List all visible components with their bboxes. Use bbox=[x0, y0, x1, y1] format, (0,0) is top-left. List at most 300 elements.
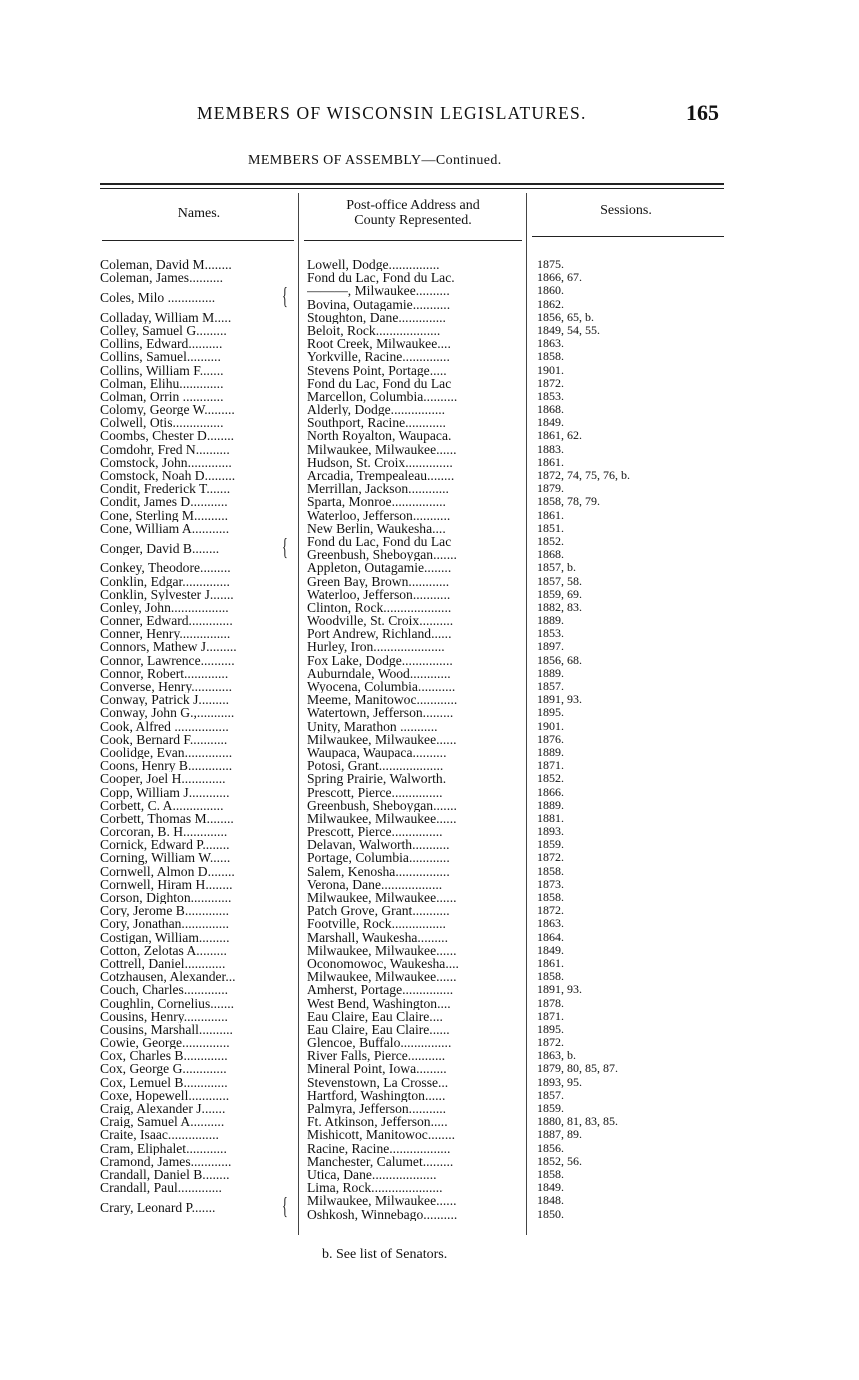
address-line: Woodville, St. Croix.......... bbox=[307, 614, 454, 628]
sessions bbox=[537, 337, 697, 350]
column-header-address bbox=[300, 198, 526, 228]
address-line: Alderly, Dodge................ bbox=[307, 403, 446, 417]
address-line: Auburndale, Wood............ bbox=[307, 666, 451, 681]
member-name: Cooper, Joel H............. bbox=[100, 772, 226, 786]
sessions bbox=[537, 825, 697, 838]
table-row bbox=[100, 1128, 700, 1141]
top-double-rule-2 bbox=[100, 188, 724, 189]
session-line: 1858. bbox=[537, 970, 564, 984]
sessions bbox=[537, 812, 697, 825]
table-row bbox=[100, 1023, 700, 1036]
session-line: 1853. bbox=[537, 627, 564, 641]
session-line: 1880, 81, 83, 85. bbox=[537, 1115, 618, 1129]
session-line: 1859. bbox=[537, 1102, 564, 1116]
session-line: 1852. bbox=[537, 772, 564, 786]
session-line: 1849. bbox=[537, 1181, 564, 1195]
post-office-address bbox=[307, 601, 525, 614]
address-line: Merrillan, Jackson............ bbox=[307, 482, 449, 496]
header-rule-sessions bbox=[532, 236, 724, 237]
post-office-address bbox=[307, 799, 525, 812]
address-line: Salem, Kenosha................ bbox=[307, 864, 450, 878]
post-office-address bbox=[307, 456, 525, 469]
post-office-address bbox=[307, 759, 525, 772]
member-name: Crandall, Paul............. bbox=[100, 1181, 222, 1195]
address-line: Arcadia, Trempealeau........ bbox=[307, 469, 455, 483]
session-line: 1901. bbox=[537, 363, 564, 377]
session-line: 1895. bbox=[537, 706, 564, 720]
member-name: Conger, David B........ bbox=[100, 541, 220, 556]
post-office-address bbox=[307, 390, 525, 403]
member-name: Cook, Bernard F........... bbox=[100, 732, 228, 746]
address-line: Milwaukee, Milwaukee...... bbox=[307, 811, 457, 826]
sessions bbox=[537, 720, 697, 733]
sessions bbox=[537, 838, 697, 851]
session-line: 1872. bbox=[537, 1036, 564, 1050]
address-line: Fond du Lac, Fond du Lac bbox=[307, 534, 452, 549]
member-name: Coons, Henry B............. bbox=[100, 759, 233, 773]
sessions bbox=[537, 1049, 697, 1062]
sessions bbox=[537, 891, 697, 904]
session-line: 1878. bbox=[537, 996, 564, 1010]
session-line: 1861. bbox=[537, 455, 564, 469]
session-line: 1862. bbox=[537, 297, 564, 311]
sessions bbox=[537, 1115, 697, 1128]
member-name: Conner, Edward............. bbox=[100, 614, 233, 628]
sessions bbox=[537, 1155, 697, 1168]
member-name: Cousins, Marshall.......... bbox=[100, 1022, 233, 1037]
member-name: Conway, John G.,........... bbox=[100, 706, 235, 720]
sessions bbox=[537, 983, 697, 996]
table-row bbox=[100, 416, 700, 429]
post-office-address bbox=[307, 957, 525, 970]
table-row bbox=[100, 1142, 700, 1155]
address-line: Ft. Atkinson, Jefferson..... bbox=[307, 1115, 448, 1129]
session-line: 1856, 68. bbox=[537, 653, 582, 667]
sessions bbox=[537, 917, 697, 930]
column-header-address-line2: County Represented. bbox=[354, 213, 472, 228]
sessions bbox=[537, 482, 697, 495]
member-name: Crandall, Daniel B........ bbox=[100, 1167, 230, 1182]
sessions bbox=[537, 654, 697, 667]
sessions bbox=[537, 957, 697, 970]
member-name: Copp, William J............ bbox=[100, 785, 230, 799]
address-line: Marcellon, Columbia.......... bbox=[307, 389, 458, 404]
post-office-address bbox=[307, 614, 525, 627]
address-line: Waupaca, Waupaca.......... bbox=[307, 745, 447, 760]
session-line: 1849. bbox=[537, 943, 564, 957]
sessions bbox=[537, 350, 697, 363]
sessions bbox=[537, 284, 697, 310]
member-name: Colman, Orrin ............ bbox=[100, 389, 224, 404]
member-name: Craig, Alexander J....... bbox=[100, 1102, 226, 1116]
table-row bbox=[100, 456, 700, 469]
address-line: Fox Lake, Dodge............... bbox=[307, 653, 453, 667]
post-office-address bbox=[307, 917, 525, 930]
session-line: 1881. bbox=[537, 811, 564, 825]
session-line: 1889. bbox=[537, 666, 564, 680]
table-row bbox=[100, 759, 700, 772]
table-row bbox=[100, 469, 700, 482]
table-row bbox=[100, 509, 700, 522]
member-name: Comstock, John............. bbox=[100, 455, 232, 470]
table-row bbox=[100, 1168, 700, 1181]
address-line: Portage, Columbia............ bbox=[307, 851, 450, 865]
table-row bbox=[100, 350, 700, 363]
session-line: 1851. bbox=[537, 521, 564, 535]
sessions bbox=[537, 799, 697, 812]
address-line: Stevens Point, Portage..... bbox=[307, 363, 447, 377]
table-row bbox=[100, 970, 700, 983]
member-name: Colomy, George W......... bbox=[100, 403, 235, 417]
member-name: Cotzhausen, Alexander... bbox=[100, 970, 236, 984]
post-office-address bbox=[307, 891, 525, 904]
header-rule-names bbox=[102, 240, 294, 241]
address-line: Mineral Point, Iowa......... bbox=[307, 1062, 447, 1076]
session-line: 1860. bbox=[537, 284, 564, 298]
address-line: Meeme, Manitowoc............ bbox=[307, 693, 458, 707]
session-line: 1863. bbox=[537, 917, 564, 931]
table-row bbox=[100, 495, 700, 508]
member-name: Crary, Leonard P....... bbox=[100, 1201, 216, 1215]
table-row bbox=[100, 364, 700, 377]
members-table bbox=[100, 258, 700, 1221]
address-line: Milwaukee, Milwaukee...... bbox=[307, 943, 457, 957]
table-row bbox=[100, 746, 700, 759]
member-name: Comdohr, Fred N.......... bbox=[100, 442, 230, 456]
member-name: Condit, James D........... bbox=[100, 495, 228, 509]
table-row bbox=[100, 680, 700, 693]
address-line: Lima, Rock..................... bbox=[307, 1181, 443, 1195]
post-office-address bbox=[307, 851, 525, 864]
sessions bbox=[537, 693, 697, 706]
post-office-address bbox=[307, 627, 525, 640]
session-line: 1891, 93. bbox=[537, 983, 582, 997]
session-line: 1871. bbox=[537, 1009, 564, 1023]
session-line: 1852, 56. bbox=[537, 1154, 582, 1168]
post-office-address bbox=[307, 1194, 525, 1220]
member-name: Coughlin, Cornelius....... bbox=[100, 996, 235, 1010]
sessions bbox=[537, 865, 697, 878]
member-name: Cory, Jerome B............. bbox=[100, 904, 230, 918]
post-office-address bbox=[307, 575, 525, 588]
post-office-address bbox=[307, 495, 525, 508]
member-name: Conklin, Edgar.............. bbox=[100, 574, 230, 588]
member-name: Cook, Alfred ................ bbox=[100, 719, 229, 733]
sessions bbox=[537, 390, 697, 403]
table-row bbox=[100, 1076, 700, 1089]
post-office-address bbox=[307, 1036, 525, 1049]
table-row bbox=[100, 878, 700, 891]
table-row bbox=[100, 667, 700, 680]
session-line: 1861. bbox=[537, 508, 564, 522]
member-name: Cornick, Edward P........ bbox=[100, 838, 230, 852]
session-line: 1873. bbox=[537, 877, 564, 891]
table-row bbox=[100, 1036, 700, 1049]
sessions bbox=[537, 429, 697, 442]
post-office-address bbox=[307, 1023, 525, 1036]
post-office-address bbox=[307, 983, 525, 996]
sessions bbox=[537, 324, 697, 337]
session-line: 1872. bbox=[537, 851, 564, 865]
post-office-address bbox=[307, 944, 525, 957]
column-header-sessions: Sessions. bbox=[600, 203, 652, 218]
running-title: MEMBERS OF WISCONSIN LEGISLATURES. bbox=[197, 103, 587, 123]
table-row bbox=[100, 535, 700, 561]
session-line: 1848. bbox=[537, 1194, 564, 1208]
post-office-address bbox=[307, 1115, 525, 1128]
post-office-address bbox=[307, 482, 525, 495]
table-row bbox=[100, 258, 700, 271]
table-row bbox=[100, 917, 700, 930]
brace-icon: { bbox=[282, 534, 288, 561]
post-office-address bbox=[307, 693, 525, 706]
address-line: Patch Grove, Grant........... bbox=[307, 904, 450, 918]
sessions bbox=[537, 627, 697, 640]
session-line: 1857, 58. bbox=[537, 574, 582, 588]
session-line: 1889. bbox=[537, 798, 564, 812]
table-row bbox=[100, 957, 700, 970]
member-name: Coles, Milo .............. bbox=[100, 291, 216, 305]
address-line: Waterloo, Jefferson........... bbox=[307, 508, 451, 522]
session-line: 1872, 74, 75, 76, b. bbox=[537, 469, 630, 483]
post-office-address bbox=[307, 1076, 525, 1089]
sessions bbox=[537, 944, 697, 957]
session-line: 1849. bbox=[537, 416, 564, 430]
post-office-address bbox=[307, 680, 525, 693]
table-row bbox=[100, 1062, 700, 1075]
address-line: Appleton, Outagamie........ bbox=[307, 561, 452, 575]
sessions bbox=[537, 271, 697, 284]
address-line: Oconomowoc, Waukesha.... bbox=[307, 956, 459, 971]
session-line: 1872. bbox=[537, 376, 564, 390]
sessions bbox=[537, 1010, 697, 1023]
table-row bbox=[100, 1010, 700, 1023]
post-office-address bbox=[307, 825, 525, 838]
address-line: Port Andrew, Richland...... bbox=[307, 627, 452, 641]
address-line: New Berlin, Waukesha.... bbox=[307, 521, 446, 535]
address-line: Palmyra, Jefferson........... bbox=[307, 1102, 447, 1116]
post-office-address bbox=[307, 812, 525, 825]
address-line: Beloit, Rock................... bbox=[307, 323, 441, 338]
session-line: 1850. bbox=[537, 1207, 564, 1221]
table-row bbox=[100, 786, 700, 799]
address-line: West Bend, Washington.... bbox=[307, 996, 451, 1010]
post-office-address bbox=[307, 1089, 525, 1102]
address-line: Oshkosh, Winnebago.......... bbox=[307, 1207, 458, 1221]
member-name: Coolidge, Evan.............. bbox=[100, 745, 233, 760]
table-row bbox=[100, 733, 700, 746]
session-line: 1857. bbox=[537, 680, 564, 694]
address-line: Prescott, Pierce............... bbox=[307, 785, 443, 799]
session-line: 1863. bbox=[537, 337, 564, 351]
table-row bbox=[100, 1049, 700, 1062]
session-line: 1866, 67. bbox=[537, 271, 582, 285]
sessions bbox=[537, 469, 697, 482]
sessions bbox=[537, 1181, 697, 1194]
member-name: Corbett, Thomas M........ bbox=[100, 811, 234, 826]
table-row bbox=[100, 324, 700, 337]
table-row bbox=[100, 614, 700, 627]
address-line: Root Creek, Milwaukee.... bbox=[307, 337, 451, 351]
session-line: 1893, 95. bbox=[537, 1075, 582, 1089]
sessions bbox=[537, 403, 697, 416]
post-office-address bbox=[307, 1155, 525, 1168]
address-line: Stevenstown, La Crosse... bbox=[307, 1075, 449, 1089]
table-row bbox=[100, 377, 700, 390]
post-office-address bbox=[307, 1049, 525, 1062]
post-office-address bbox=[307, 469, 525, 482]
sessions bbox=[537, 522, 697, 535]
address-line: Milwaukee, Milwaukee...... bbox=[307, 732, 457, 746]
member-name: Conklin, Sylvester J....... bbox=[100, 587, 234, 601]
sessions bbox=[537, 509, 697, 522]
brace-icon: { bbox=[282, 1194, 288, 1221]
post-office-address bbox=[307, 1102, 525, 1115]
member-name: Craig, Samuel A.......... bbox=[100, 1115, 225, 1129]
post-office-address bbox=[307, 733, 525, 746]
member-name: Coombs, Chester D........ bbox=[100, 429, 235, 443]
post-office-address bbox=[307, 377, 525, 390]
table-row bbox=[100, 390, 700, 403]
post-office-address bbox=[307, 271, 525, 284]
sessions bbox=[537, 575, 697, 588]
session-line: 1857. bbox=[537, 1088, 564, 1102]
member-name: Converse, Henry............ bbox=[100, 680, 233, 694]
sessions bbox=[537, 1023, 697, 1036]
post-office-address bbox=[307, 865, 525, 878]
post-office-address bbox=[307, 337, 525, 350]
post-office-address bbox=[307, 258, 525, 271]
address-line: Bovina, Outagamie........... bbox=[307, 297, 451, 311]
session-line: 1883. bbox=[537, 442, 564, 456]
member-name: Cornwell, Almon D........ bbox=[100, 864, 235, 878]
sessions bbox=[537, 878, 697, 891]
address-line: Sparta, Monroe................ bbox=[307, 495, 446, 509]
post-office-address bbox=[307, 640, 525, 653]
table-row bbox=[100, 983, 700, 996]
address-line: Milwaukee, Milwaukee...... bbox=[307, 970, 457, 984]
member-name: Colwell, Otis............... bbox=[100, 416, 224, 430]
address-line: Green Bay, Brown............ bbox=[307, 574, 450, 588]
session-line: 1856, 65, b. bbox=[537, 310, 594, 324]
member-name: Comstock, Noah D......... bbox=[100, 469, 236, 483]
member-name: Collins, Samuel.......... bbox=[100, 350, 221, 364]
session-line: 1858. bbox=[537, 891, 564, 905]
member-name: Colladay, William M..... bbox=[100, 310, 232, 324]
member-name: Collins, Edward.......... bbox=[100, 337, 223, 351]
top-double-rule-1 bbox=[100, 183, 724, 185]
sessions bbox=[537, 680, 697, 693]
sessions bbox=[537, 640, 697, 653]
session-line: 1891, 93. bbox=[537, 693, 582, 707]
session-line: 1879. bbox=[537, 482, 564, 496]
brace-icon: { bbox=[282, 284, 288, 311]
sessions bbox=[537, 1194, 697, 1220]
address-line: Prescott, Pierce............... bbox=[307, 825, 443, 839]
column-header-address-line1: Post-office Address and bbox=[346, 198, 480, 213]
column-header-names: Names. bbox=[177, 206, 221, 221]
address-line: Unity, Marathon ........... bbox=[307, 719, 438, 733]
session-line: 1861, 62. bbox=[537, 429, 582, 443]
member-name: Conley, John................. bbox=[100, 600, 229, 615]
member-name: Corcoran, B. H............. bbox=[100, 825, 228, 839]
address-line: Footville, Rock................ bbox=[307, 917, 446, 931]
session-line: 1868. bbox=[537, 403, 564, 417]
session-line: 1852. bbox=[537, 534, 564, 548]
footnote: b. See list of Senators. bbox=[322, 1247, 448, 1262]
address-line: Hudson, St. Croix.............. bbox=[307, 455, 453, 470]
post-office-address bbox=[307, 284, 525, 310]
table-row bbox=[100, 1089, 700, 1102]
post-office-address bbox=[307, 931, 525, 944]
sessions bbox=[537, 495, 697, 508]
session-line: 1849, 54, 55. bbox=[537, 323, 600, 337]
table-row bbox=[100, 944, 700, 957]
address-line: Marshall, Waukesha......... bbox=[307, 930, 448, 944]
sessions bbox=[537, 1168, 697, 1181]
member-name: Colley, Samuel G......... bbox=[100, 323, 227, 338]
session-line: 1901. bbox=[537, 719, 564, 733]
sessions bbox=[537, 258, 697, 271]
address-line: Amherst, Portage............... bbox=[307, 983, 454, 997]
session-line: 1858. bbox=[537, 1167, 564, 1181]
table-row bbox=[100, 654, 700, 667]
session-line: 1875. bbox=[537, 258, 564, 271]
post-office-address bbox=[307, 1010, 525, 1023]
table-row bbox=[100, 693, 700, 706]
sessions bbox=[537, 1062, 697, 1075]
member-name: Coxe, Hopewell............ bbox=[100, 1088, 230, 1103]
session-line: 1889. bbox=[537, 614, 564, 628]
session-line: 1858. bbox=[537, 350, 564, 364]
post-office-address bbox=[307, 904, 525, 917]
address-line: Fond du Lac, Fond du Lac. bbox=[307, 271, 455, 285]
member-name: Cone, William A........... bbox=[100, 521, 230, 535]
member-name: Cory, Jonathan.............. bbox=[100, 917, 230, 931]
address-line: River Falls, Pierce........... bbox=[307, 1049, 446, 1063]
address-line: Hartford, Washington...... bbox=[307, 1088, 446, 1103]
post-office-address bbox=[307, 746, 525, 759]
member-name: Connor, Lawrence.......... bbox=[100, 653, 235, 667]
address-line: Watertown, Jefferson......... bbox=[307, 706, 454, 720]
sessions bbox=[537, 535, 697, 561]
member-name: Cottrell, Daniel............ bbox=[100, 956, 226, 971]
session-line: 1863, b. bbox=[537, 1049, 576, 1063]
table-row bbox=[100, 627, 700, 640]
address-line: Greenbush, Sheboygan....... bbox=[307, 798, 457, 812]
sessions bbox=[537, 931, 697, 944]
session-line: 1889. bbox=[537, 745, 564, 759]
post-office-address bbox=[307, 350, 525, 363]
member-name: Corbett, C. A............... bbox=[100, 798, 224, 812]
address-line: Potosi, Grant................... bbox=[307, 759, 444, 773]
sessions bbox=[537, 588, 697, 601]
post-office-address bbox=[307, 561, 525, 574]
address-line: Waterloo, Jefferson........... bbox=[307, 587, 451, 601]
table-row bbox=[100, 865, 700, 878]
address-line: Verona, Dane.................. bbox=[307, 877, 443, 892]
member-name: Coleman, James.......... bbox=[100, 271, 224, 285]
post-office-address bbox=[307, 970, 525, 983]
table-row bbox=[100, 1115, 700, 1128]
post-office-address bbox=[307, 720, 525, 733]
session-line: 1876. bbox=[537, 732, 564, 746]
address-line: Spring Prairie, Walworth. bbox=[307, 772, 447, 786]
sessions bbox=[537, 1142, 697, 1155]
member-name: Connor, Robert............. bbox=[100, 666, 229, 681]
post-office-address bbox=[307, 1128, 525, 1141]
table-row bbox=[100, 311, 700, 324]
